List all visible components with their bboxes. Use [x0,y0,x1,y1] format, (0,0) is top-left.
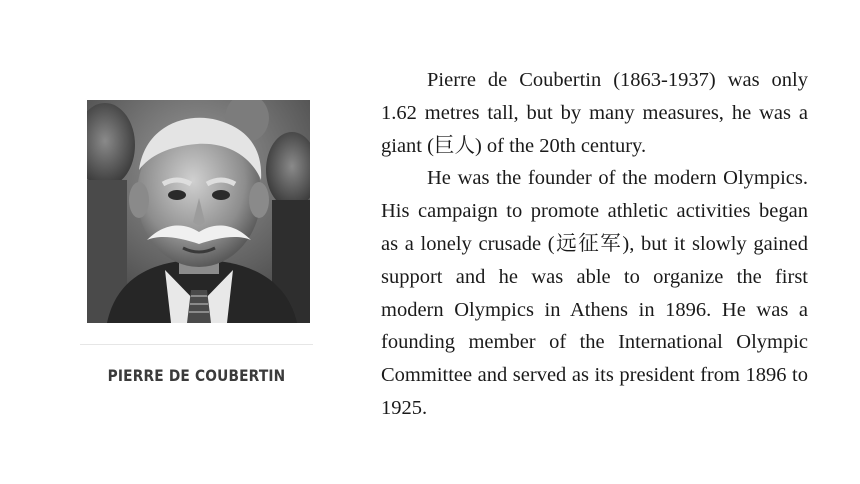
portrait-caption: PIERRE DE COUBERTIN [107,366,286,385]
article-text [381,64,808,425]
portrait-photo [87,100,310,323]
paragraph-1: Pierre de Coubertin (1863-1937) was only 1.62 metres tall, but by many measures, he was a giant (巨人) of the 20th century. [381,69,808,157]
caption-divider [80,344,313,345]
portrait-image [87,100,310,323]
paragraph-2: He was the founder of the modern Olympics. His campaign to promote athletic activities began as a lonely crusade (远征军), but it slowly gained support and he was able to organize the first modern Olympics in Athens in 1896. He was a founding member of the International Olympic Committee and served as its president from 1896 to 1925. [381,167,808,419]
